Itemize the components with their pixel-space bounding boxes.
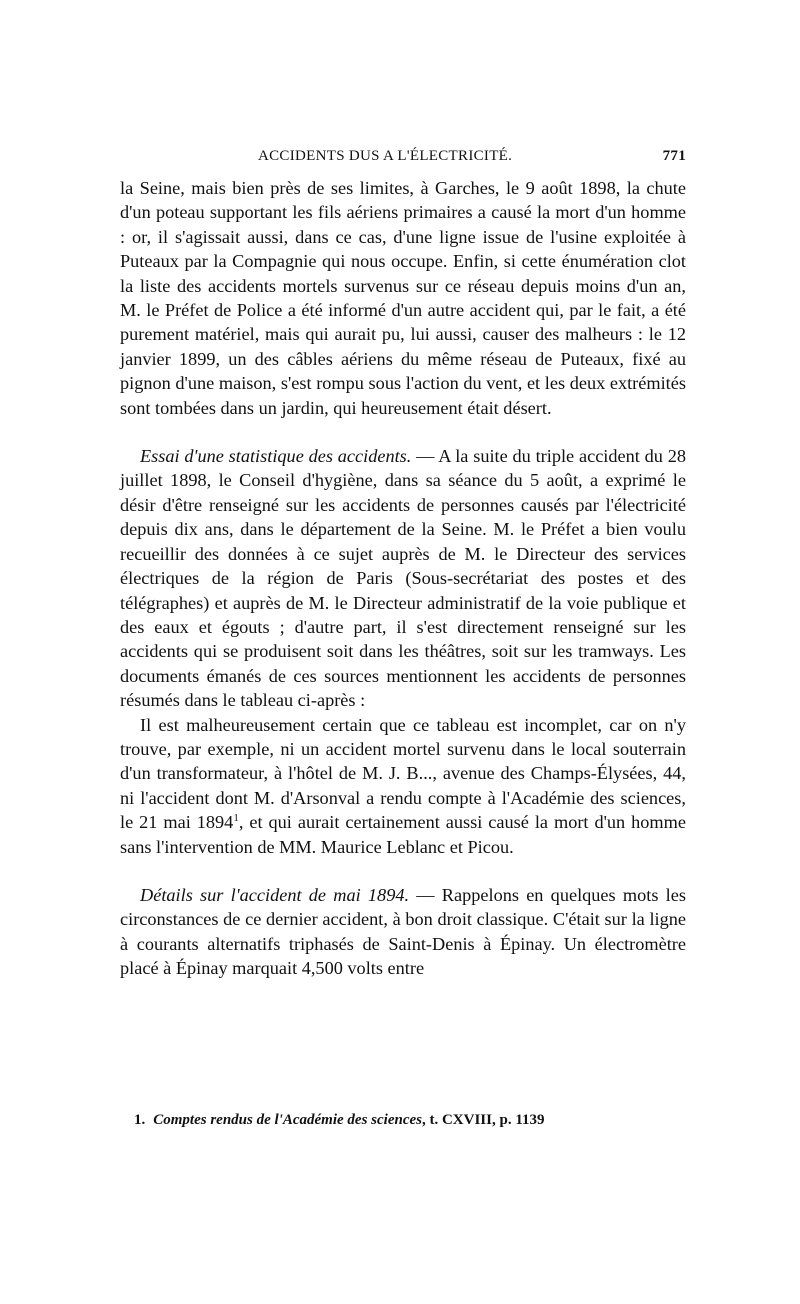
footnote-reference-text: , t. CXVIII, p. 1139 [421,1112,545,1128]
paragraph-puteaux-accidents: la Seine, mais bien près de ses limites, à Garches, le 9 août 1898, la chute d'un poteau supportant les fils aériens primaires a causé la mort d'un homme : or, il s'agissait aussi, dans ce cas, d'une ligne issue de l'usine exploitée à Puteaux par la Compagnie qui nous occupe. Enfin, si cette énumération clot la liste des accidents mortels survenus sur ce réseau depuis moins d'un an, M. le Préfet de Police a été informé d'un autre accident qui, par le fait, a été purement matériel, mais qui aurait pu, lui aussi, causer des malheurs : le 12 janvier 1899, un des câbles aériens du même réseau de Puteaux, fixé au pignon d'une maison, s'est rompu sous l'action du vent, et les deux extrémités sont tombées dans un jardin, qui heureusement était désert. [120,178,686,418]
footnote-journal: Comptes rendus de l'Académie des sciences [153,1112,422,1128]
section-title-accident-details: Détails sur l'accident de mai 1894. [140,884,410,905]
running-title: ACCIDENTS DUS A L'ÉLECTRICITÉ. [258,148,513,164]
paragraph-accident-details [120,883,686,981]
incomplete-table-text: Il est malheureusement certain que ce tableau est incomplet, car on n'y trouve, par exemple, ni un accident mortel survenu dans le local souterrain d'un transformateur, à l'hôtel de M. J. B..., avenue des Champs-Élysées, 44, ni l'accident dont M. d'Arsonval a rendu compte à l'Académie des sciences, le 21 mai 1894 [120,714,686,833]
footnote-reference: 1 [233,812,239,825]
footnote-number: 1. [134,1112,146,1128]
statistics-text: — A la suite du triple accident du 28 juillet 1898, le Conseil d'hygiène, dans sa séance du 5 août, a exprimé le désir d'être renseigné sur les accidents de personnes causés par l'électricité depuis dix ans, dans le département de la Seine. M. le Préfet a bien voulu recueillir des données à ce sujet auprès de M. le Directeur des services électriques de la région de Paris (Sous-secrétariat des postes et des télégraphes) et auprès de M. le Directeur administratif de la voie publique et des eaux et égouts ; d'autre part, il s'est directement renseigné sur les accidents qui se produisent soit dans les théâtres, soit sur les tramways. Les documents émanés de ces sources mentionnent les accidents de personnes résumés dans le tableau ci-après : [120,446,687,711]
section-title-statistics: Essai d'une statistique des accidents. [140,446,412,467]
paragraph-incomplete-table [120,713,686,859]
footnote [134,1112,694,1129]
incomplete-table-text-end: , et qui aurait certainement aussi causé la mort d'un homme sans l'intervention de MM. Maurice Leblanc et Picou. [120,812,686,857]
accident-details-text: — Rappelons en quelques mots les circonstances de ce dernier accident, à bon droit classique. C'était sur la ligne à courants alternatifs triphasés de Saint-Denis à Épinay. Un électromètre placé à Épinay marquait 4,500 volts entre [120,884,686,979]
paragraph-statistics [120,444,686,712]
body-text [120,176,686,981]
page-number: 771 [662,148,686,164]
page-header [120,148,686,170]
